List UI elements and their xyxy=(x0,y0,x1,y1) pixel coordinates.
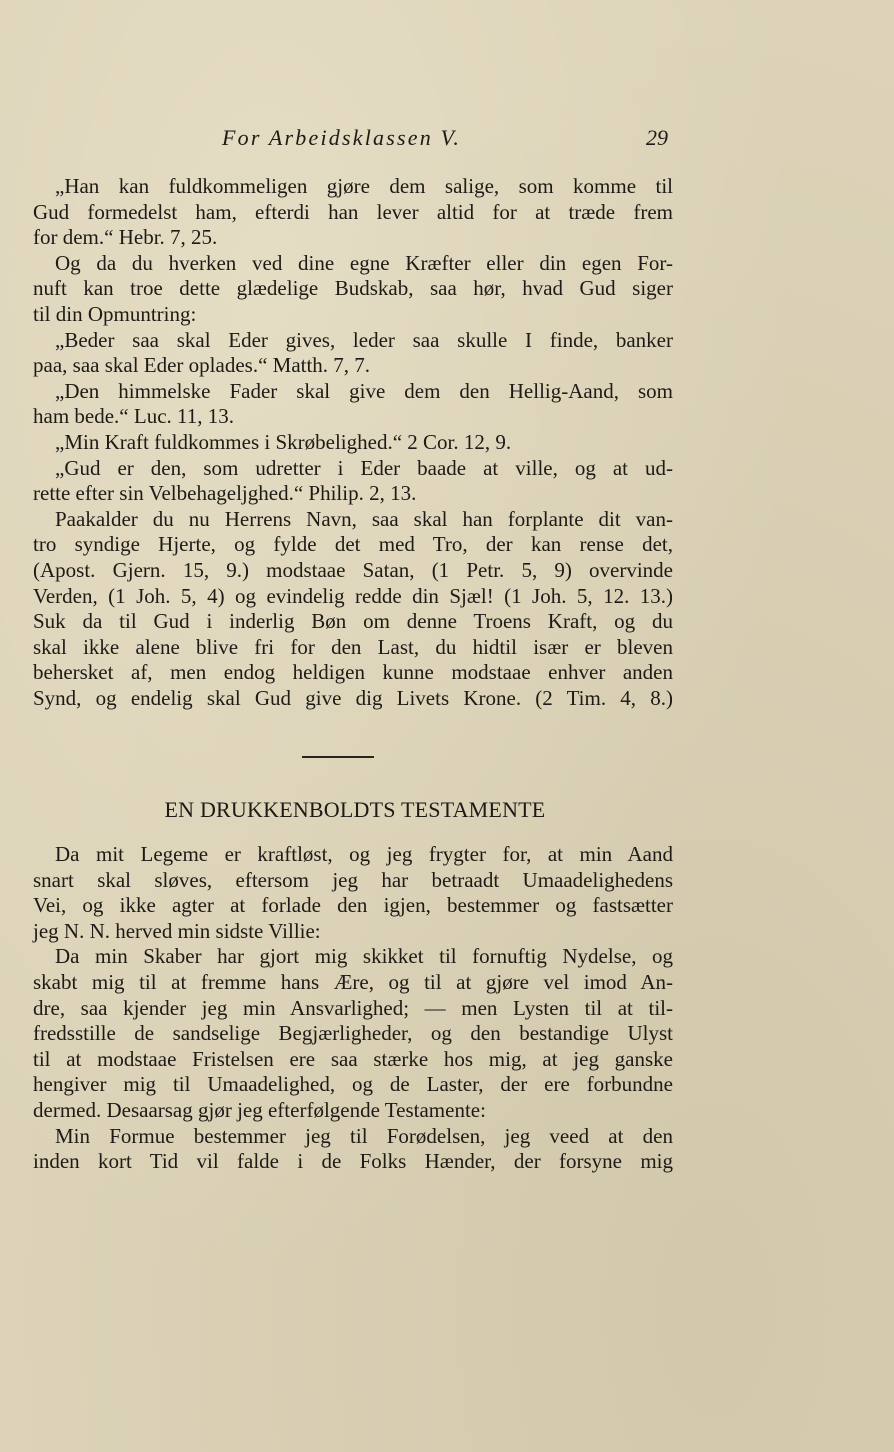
page-number: 29 xyxy=(646,125,668,150)
text-line: dermed. Desaarsag gjør jeg efterfølgende Testamente: xyxy=(33,1097,486,1122)
text-line: „Beder saa skal Eder gives, leder saa skulle I finde, banker xyxy=(55,327,673,352)
text-line: „Gud er den, som udretter i Eder baade at ville, og at ud- xyxy=(55,455,673,480)
text-line: til at modstaae Fristelsen ere saa stærke hos mig, at jeg ganske xyxy=(33,1046,673,1071)
text-line: skal ikke alene blive fri for den Last, du hidtil især er bleven xyxy=(33,634,673,659)
text-line: fredsstille de sandselige Begjærligheder, og den bestandige Ulyst xyxy=(33,1021,673,1046)
section-title: EN DRUKKENBOLDTS TESTAMENTE xyxy=(164,797,546,822)
text-line: (Apost. Gjern. 15, 9.) modstaae Satan, (1 Petr. 5, 9) overvinde xyxy=(33,557,673,582)
top-text-block xyxy=(33,174,673,711)
text-line: Suk da til Gud i inderlig Bøn om denne Troens Kraft, og du xyxy=(33,609,673,634)
text-line: Gud formedelst ham, efterdi han lever altid for at træde frem xyxy=(33,199,673,224)
text-line: Vei, og ikke agter at forlade den igjen, bestemmer og fastsætter xyxy=(33,893,673,918)
text-line: ham bede.“ Luc. 11, 13. xyxy=(33,404,234,429)
text-line: „Den himmelske Fader skal give dem den Hellig-Aand, som xyxy=(55,378,673,403)
text-line: nuft kan troe dette glædelige Budskab, saa hør, hvad Gud siger xyxy=(33,276,673,301)
text-line: Da mit Legeme er kraftløst, og jeg frygter for, at min Aand xyxy=(55,842,673,866)
text-line: „Min Kraft fuldkommes i Skrøbelighed.“ 2 Cor. 12, 9. xyxy=(55,429,512,454)
text-line: inden kort Tid vil falde i de Folks Hænder, der forsyne mig xyxy=(33,1149,673,1174)
text-line: snart skal sløves, eftersom jeg har betraadt Umaadelighedens xyxy=(33,867,673,892)
text-line: Verden, (1 Joh. 5, 4) og evindelig redde din Sjæl! (1 Joh. 5, 12. 13.) xyxy=(33,583,673,608)
text-line: tro syndige Hjerte, og fylde det med Tro, der kan rense det, xyxy=(33,532,673,557)
text-line: „Han kan fuldkommeligen gjøre dem salige, som komme til xyxy=(55,174,673,198)
page-header xyxy=(0,125,894,155)
text-line: til din Opmuntring: xyxy=(33,301,197,326)
section-text-block xyxy=(33,842,673,1175)
text-line: Da min Skaber har gjort mig skikket til fornuftig Nydelse, og xyxy=(55,944,673,969)
text-line: for dem.“ Hebr. 7, 25. xyxy=(33,225,218,250)
section-divider xyxy=(302,756,374,758)
text-line: paa, saa skal Eder oplades.“ Matth. 7, 7. xyxy=(33,353,371,378)
text-line: Og da du hverken ved dine egne Kræfter eller din egen For- xyxy=(55,250,673,275)
text-line: jeg N. N. herved min sidste Villie: xyxy=(33,918,321,943)
text-line: hengiver mig til Umaadelighed, og de Laster, der ere forbundne xyxy=(33,1072,673,1097)
text-line: skabt mig til at fremme hans Ære, og til at gjøre vel imod An- xyxy=(33,969,673,994)
text-line: rette efter sin Velbehageljghed.“ Philip. 2, 13. xyxy=(33,481,417,506)
text-line: Paakalder du nu Herrens Navn, saa skal han forplante dit van- xyxy=(55,506,673,531)
running-title: For Arbeidsklassen V. xyxy=(222,125,462,150)
text-line: Min Formue bestemmer jeg til Forødelsen, jeg veed at den xyxy=(55,1123,673,1148)
text-line: behersket af, men endog heldigen kunne modstaae enhver anden xyxy=(33,660,673,685)
text-line: dre, saa kjender jeg min Ansvarlighed; — men Lysten til at til- xyxy=(33,995,673,1020)
text-line: Synd, og endelig skal Gud give dig Livets Krone. (2 Tim. 4, 8.) xyxy=(33,685,673,710)
